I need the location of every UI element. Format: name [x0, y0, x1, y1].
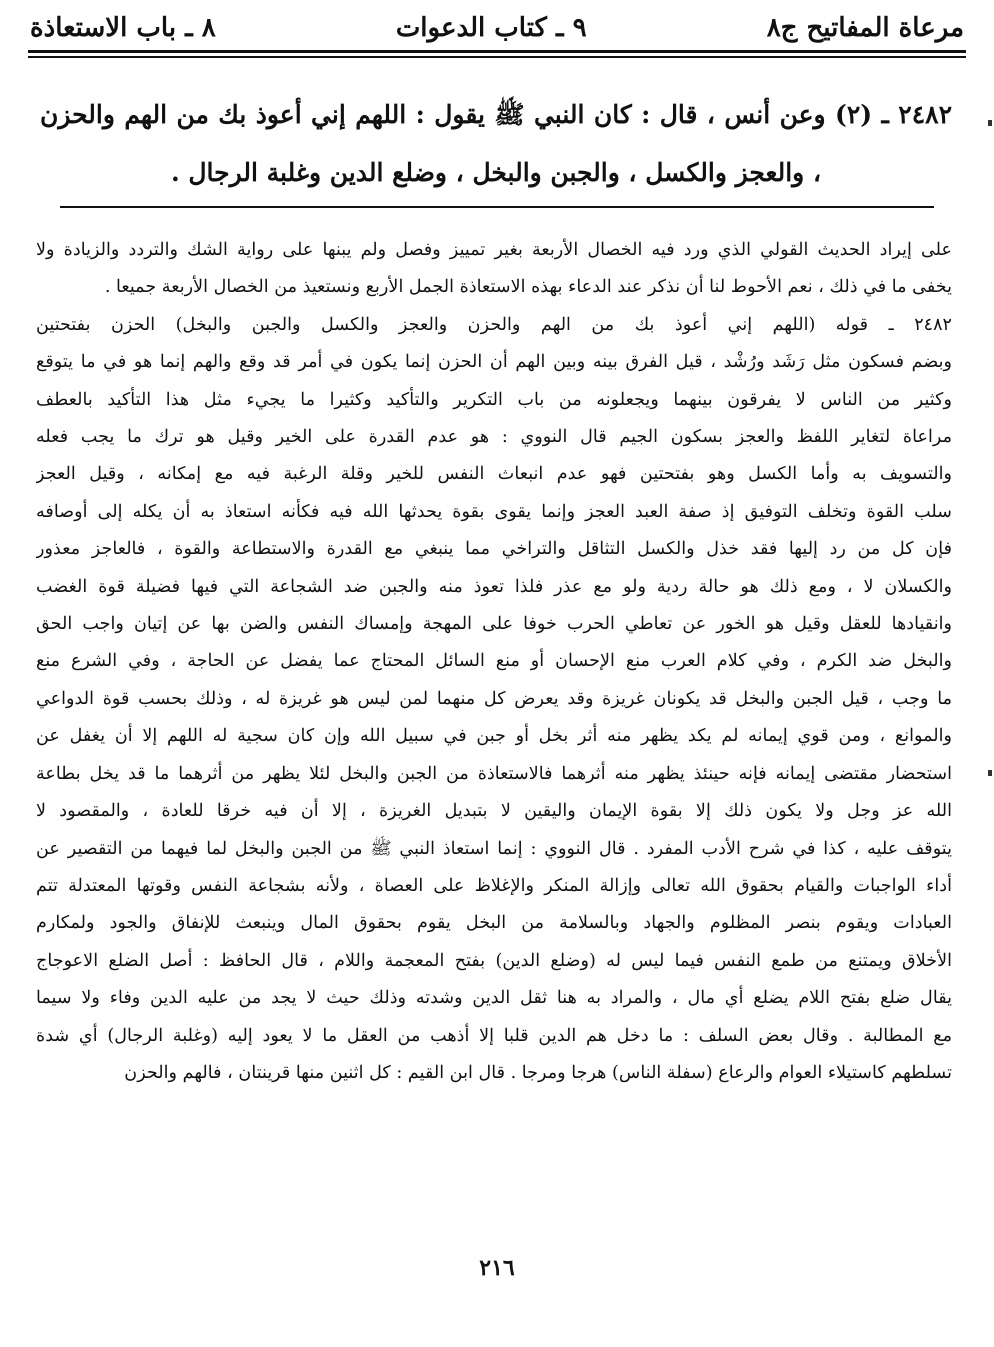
hadith-number: ٢٤٨٢ ـ (٢) [835, 100, 952, 129]
commentary-line: أداء الواجبات والقيام بحقوق الله تعالى وإزالة المنكر والإغلاظ على العصاة ، ولأنه بشجاعة النفس وقوتها المعتدلة تتم [36, 875, 952, 896]
commentary-line: وكثير من الناس لا يفرقون بينهما ويجعلونه من باب التكرير والتأكيد وكثيرا ما يجيء مثل هذا التأكيد بالعطف [36, 389, 952, 410]
header-rule-thick [28, 50, 966, 53]
commentary-line: ما وجب ، قيل الجبن والبخل قد يكونان غريزة وقد يعرض كل منهما لمن ليس هو غريزة له ، وذلك بحسب قوة الدواعي [36, 688, 952, 709]
commentary-block [36, 232, 952, 1092]
commentary-line: والموانع ، ومن قوي إيمانه لم يكد يظهر منه أثر بخل أو جبن في سبيل الله وإن كان سجية له اللهم إلا أن يغفل عن [36, 726, 952, 747]
commentary-line: وانقيادها للعقل وقيل هو الخور عن تعاطي الحرب خوفا على المهجة وإمساك النفس والضن بها عن إتيان واجب الحق [36, 614, 952, 635]
margin-mark [988, 770, 992, 776]
header-rule-thin [28, 56, 966, 58]
commentary-line: يقال ضلع بفتح اللام يضلع أي مال ، والمراد به هنا ثقل الدين وشدته وذلك حيث لا يجد من عليه الدين وفاء ولا سيما [36, 988, 952, 1009]
commentary-line: تسلطهم كاستيلاء العوام والرعاع (سفلة الناس) هرجا ومرجا . قال ابن القيم : كل اثنين منها قرينتان ، فالهم والحزن [124, 1062, 952, 1083]
header-section-title: ٨ ـ باب الاستعاذة [30, 13, 216, 43]
commentary-line: مع المطالبة . وقال بعض السلف : ما دخل هم الدين قلبا إلا أذهب من العقل ما لا يعود إليه (وغلبة الرجال) أي شدة [36, 1025, 952, 1046]
page-number: ٢١٦ [479, 1255, 515, 1281]
commentary-line: على إيراد الحديث القولي الذي ورد فيه الخصال الأربعة بغير تمييز وفصل ولم يبنها على رواية الشك والتردد والزيادة ولا [36, 240, 952, 260]
header-chapter-title: ٩ ـ كتاب الدعوات [395, 13, 587, 43]
commentary-line: يتوقف عليه ، كذا في شرح الأدب المفرد . قال النووي : إنما استعاذ النبي ﷺ من الجبن والبخل لما فيهما من التقصير عن [36, 838, 952, 859]
hadith-body: وعن أنس ، قال : كان النبي ﷺ يقول : اللهم إني أعوذ بك من الهم والحزن ، والعجز والكسل ، والجبن والبخل ، وضلع الدين وغلبة الرجال . [40, 100, 826, 187]
separator-rule [60, 206, 934, 208]
margin-mark [988, 120, 992, 126]
header-book-title: مرعاة المفاتيح ج٨ [766, 13, 964, 43]
commentary-line: العبادات ويقوم بنصر المظلوم والجهاد وبالسلامة من البخل يقوم بحقوق المال وينبعث للإنفاق والجود ولمكارم [36, 913, 952, 934]
commentary-line: والكسلان لا ، ومع ذلك هو حالة ردية ولو مع عذر فلذا تعوذ منه والجبن ضد الشجاعة التي فيها فضيلة قوة الغضب [36, 576, 952, 597]
hadith-text-block [40, 86, 952, 202]
commentary-line: ٢٤٨٢ ـ قوله (اللهم إني أعوذ بك من الهم والحزن والعجز والكسل والجبن والبخل) الحزن بفتحتين [36, 314, 952, 335]
commentary-line: يخفى ما في ذلك ، نعم الأحوط لنا أن نذكر عند الدعاء بهذه الاستعاذة الجمل الأربع ونستعيذ من الخصال الأربعة جميعا . [104, 277, 952, 298]
commentary-line: الله عز وجل ولا يكون ذلك إلا بقوة الإيمان واليقين لا بتبديل الغريزة ، إلا أن فيه خرقا للعادة ، والمقصود لا [36, 801, 952, 822]
commentary-line: مراعاة لتغاير اللفظ والعجز بسكون الجيم قال النووي : هو عدم القدرة على الخير وقيل هو ترك ما يجب فعله [36, 427, 952, 448]
commentary-line: وبضم فسكون مثل رَشَد ورُشْد ، قيل الفرق بينه وبين الهم أن الحزن إنما يكون في أمر قد وقع والهم إنما هو في ما يتوقع [36, 352, 952, 373]
commentary-line: سلب القوة وتخلف التوفيق إذ صفة العبد العجز وإنما يقوى بقوة يحدثها الله فيه فكأنه استعاذ به أن يكله إلى أوصافه [36, 501, 952, 522]
commentary-line: والتسويف به وأما الكسل وهو بفتحتين فهو عدم انبعاث النفس للخير وقلة الرغبة فيه مع إمكانه ، وقيل العجز [36, 464, 952, 485]
commentary-line: الأخلاق ويمتنع من طمع النفس فيما ليس له (وضلع الدين) بفتح المعجمة واللام ، قال الحافظ : أصل الضلع الاعوجاج [36, 950, 952, 971]
commentary-line: فإن كل من رد إليها فقد خذل والكسل التثاقل والتراخي مما ينبغي مع القدرة والاستطاعة والقوة ، فالعاجز معذور [36, 539, 952, 560]
commentary-line: استحضار مقتضى إيمانه فإنه حينئذ يظهر منه أثرهما فالاستعاذة من الجبن والبخل لئلا يظهر من أثرهما ما قد يخل بطاعة [36, 763, 952, 784]
running-header [30, 8, 964, 48]
commentary-line: والبخل ضد الكرم ، وفي كلام العرب منع الإحسان أو منع السائل المحتاج عما يفضل عن الحاجة ، وفي الشرع منع [36, 651, 952, 672]
